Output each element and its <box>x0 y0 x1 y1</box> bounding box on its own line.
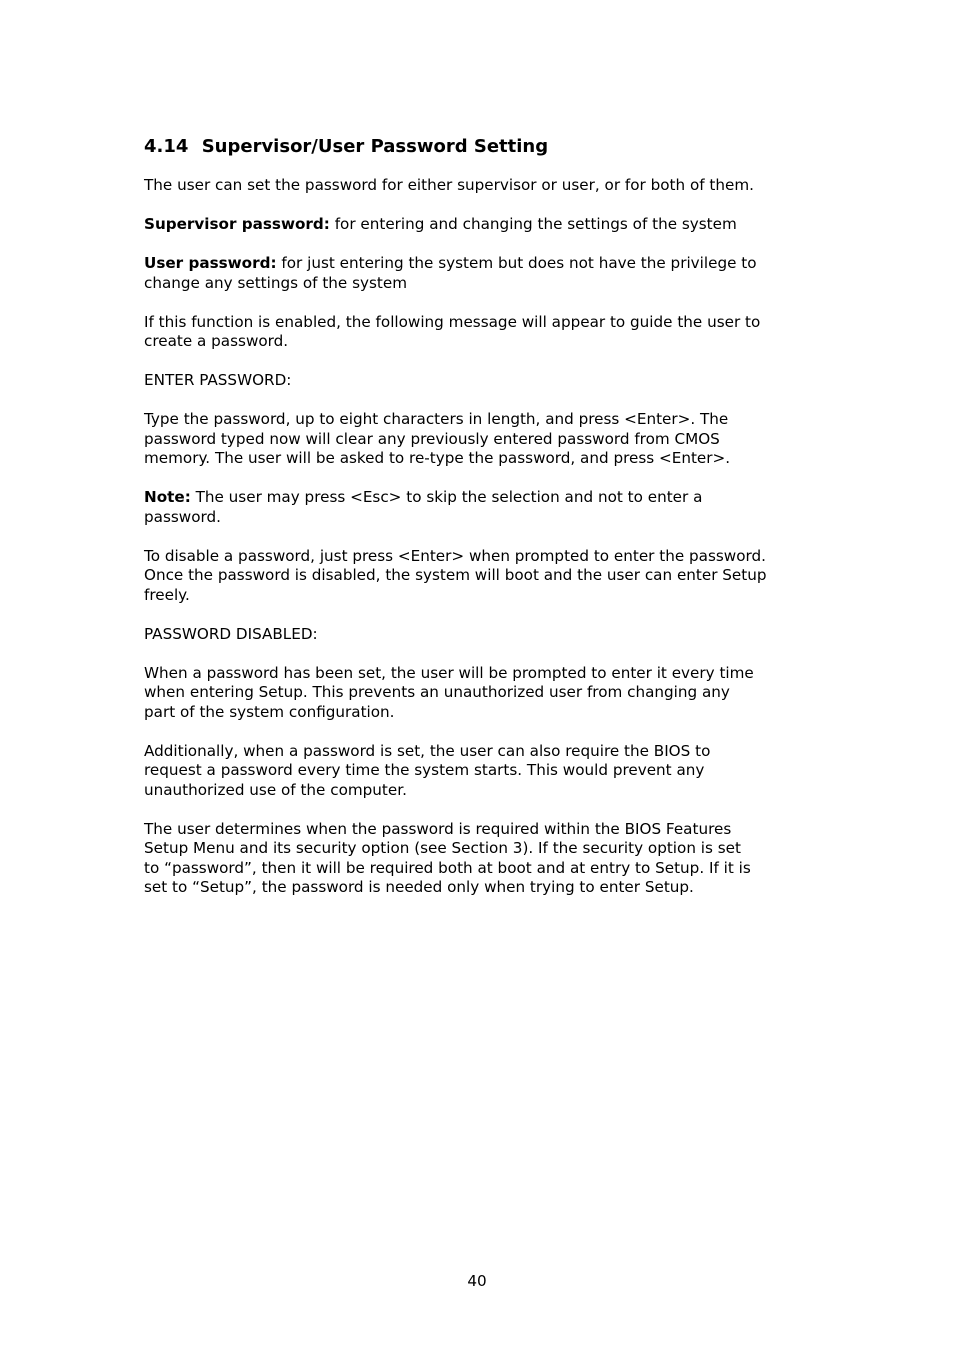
text-line: password typed now will clear any previously entered password from CMOS <box>144 429 720 448</box>
text-line: When a password has been set, the user will be prompted to enter it every time <box>144 663 754 682</box>
note-paragraph <box>144 488 816 527</box>
enter-password-prompt <box>144 371 816 391</box>
text-line: set to “Setup”, the password is needed only when trying to enter Setup. <box>144 878 694 896</box>
text-line: ENTER PASSWORD: <box>144 371 292 389</box>
user-password-paragraph <box>144 254 816 293</box>
text-line: freely. <box>144 585 190 604</box>
text-line <box>144 215 816 235</box>
text-line: memory. The user will be asked to re-type the password, and press <Enter>. <box>144 449 731 467</box>
section-number: 4.14 <box>144 136 189 157</box>
note-text: The user may press <Esc> to skip the selection and not to enter a <box>190 488 703 506</box>
text-line <box>144 488 816 508</box>
security-option-paragraph <box>144 820 816 898</box>
text-line: request a password every time the system starts. This would prevent any <box>144 761 705 779</box>
supervisor-password-label: Supervisor password: <box>144 215 330 233</box>
note-label: Note: <box>144 488 191 506</box>
text-line: Once the password is disabled, the system will boot and the user can enter Setup <box>144 566 767 584</box>
type-password-paragraph <box>144 410 816 469</box>
section-title: Supervisor/User Password Setting <box>201 136 549 157</box>
text-line: Type the password, up to eight characters in length, and press <Enter>. The <box>144 410 729 428</box>
bios-password-paragraph <box>144 742 816 801</box>
text-line: part of the system configuration. <box>144 702 395 721</box>
text-line: PASSWORD DISABLED: <box>144 624 318 643</box>
disable-password-paragraph <box>144 547 816 606</box>
text-line: The user determines when the password is required within the BIOS Features <box>144 819 732 838</box>
text-line: create a password. <box>144 332 289 350</box>
supervisor-password-paragraph <box>144 215 816 235</box>
document-body <box>144 135 816 917</box>
user-password-label: User password: <box>144 254 277 272</box>
text-line: Additionally, when a password is set, the user can also require the BIOS to <box>144 741 711 760</box>
section-heading <box>144 135 816 159</box>
password-disabled-prompt <box>144 625 816 645</box>
function-enabled-paragraph <box>144 313 816 352</box>
text-line <box>144 254 816 274</box>
page-number: 40 <box>467 1272 487 1290</box>
password-set-paragraph <box>144 664 816 723</box>
text-line: To disable a password, just press <Enter> when prompted to enter the password. <box>144 546 766 565</box>
text-line: unauthorized use of the computer. <box>144 780 407 799</box>
text-line: The user can set the password for either supervisor or user, or for both of them. <box>144 176 754 194</box>
text-line: to “password”, then it will be required both at boot and at entry to Setup. If it is <box>144 858 751 877</box>
supervisor-password-text: for entering and changing the settings of the system <box>329 215 737 233</box>
user-password-text: for just entering the system but does not have the privilege to <box>276 254 757 272</box>
intro-paragraph <box>144 176 816 196</box>
text-line: when entering Setup. This prevents an unauthorized user from changing any <box>144 683 730 701</box>
text-line: If this function is enabled, the following message will appear to guide the user to <box>144 312 761 331</box>
text-line: change any settings of the system <box>144 273 407 292</box>
text-line: password. <box>144 507 221 526</box>
text-line: Setup Menu and its security option (see Section 3). If the security option is set <box>144 839 741 857</box>
